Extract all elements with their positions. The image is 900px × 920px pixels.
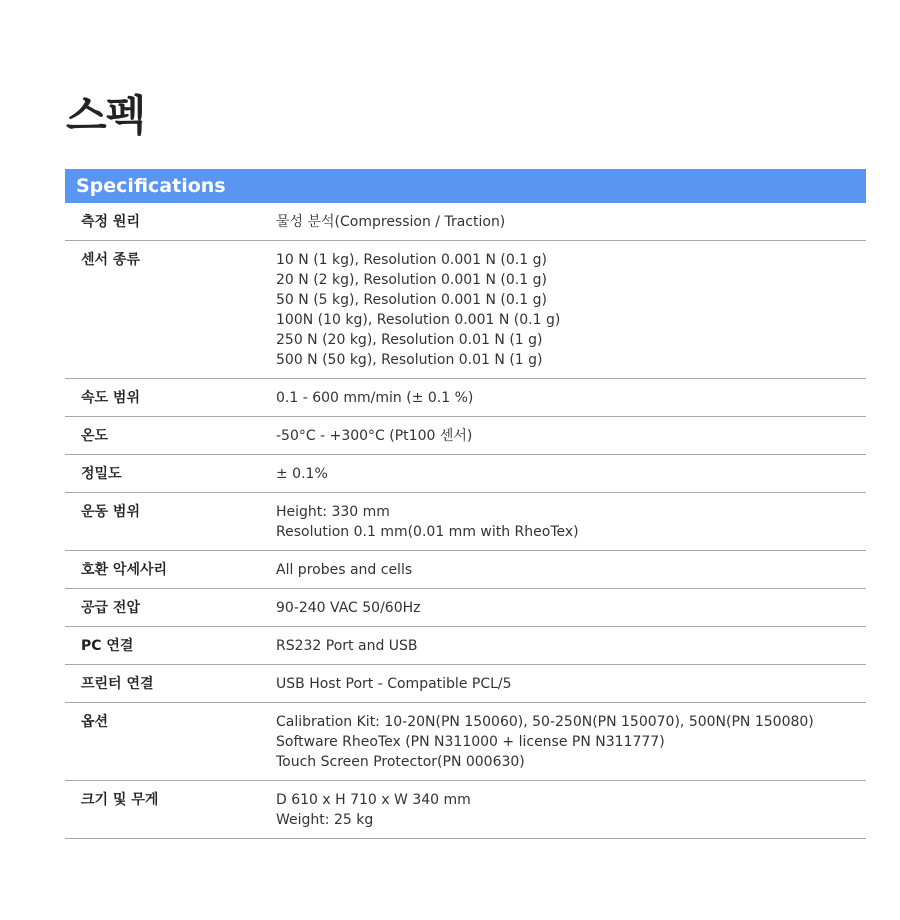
spec-value-line: -50°C - +300°C (Pt100 센서) bbox=[276, 428, 473, 444]
spec-value-line: 50 N (5 kg), Resolution 0.001 N (0.1 g) bbox=[276, 292, 547, 308]
specifications-rows bbox=[65, 203, 866, 839]
spec-value-line: Weight: 25 kg bbox=[276, 812, 374, 828]
spec-row bbox=[65, 665, 866, 703]
spec-row bbox=[65, 551, 866, 589]
spec-label: 측정 원리 bbox=[81, 214, 140, 230]
spec-value bbox=[276, 712, 866, 772]
spec-value-line: Resolution 0.1 mm(0.01 mm with RheoTex) bbox=[276, 524, 579, 540]
spec-row bbox=[65, 241, 866, 379]
page-title: 스펙 bbox=[66, 91, 146, 140]
spec-value-line: 10 N (1 kg), Resolution 0.001 N (0.1 g) bbox=[276, 252, 547, 268]
spec-value bbox=[276, 426, 866, 446]
spec-row bbox=[65, 781, 866, 839]
spec-value-line: Software RheoTex (PN N311000 + license PN N311777) bbox=[276, 734, 665, 750]
spec-value-line: RS232 Port and USB bbox=[276, 638, 418, 654]
specifications-header-label: Specifications bbox=[76, 175, 226, 197]
spec-value bbox=[276, 212, 866, 232]
spec-label: 크기 및 무게 bbox=[81, 792, 159, 808]
spec-value-line: Height: 330 mm bbox=[276, 504, 390, 520]
spec-value bbox=[276, 250, 866, 370]
spec-value bbox=[276, 388, 866, 408]
spec-value bbox=[276, 560, 866, 580]
spec-row bbox=[65, 417, 866, 455]
spec-row bbox=[65, 455, 866, 493]
spec-value bbox=[276, 598, 866, 618]
spec-value bbox=[276, 636, 866, 656]
spec-value-line: 0.1 - 600 mm/min (± 0.1 %) bbox=[276, 390, 474, 406]
spec-row bbox=[65, 627, 866, 665]
spec-value-line: All probes and cells bbox=[276, 562, 413, 578]
spec-label: 속도 범위 bbox=[81, 390, 140, 406]
spec-value-line: Touch Screen Protector(PN 000630) bbox=[276, 754, 525, 770]
spec-label: 운동 범위 bbox=[81, 504, 140, 520]
spec-value-line: 물성 분석(Compression / Traction) bbox=[276, 214, 506, 230]
spec-value-line: D 610 x H 710 x W 340 mm bbox=[276, 792, 471, 808]
spec-row bbox=[65, 203, 866, 241]
spec-row bbox=[65, 379, 866, 417]
spec-label: 옵션 bbox=[81, 714, 109, 730]
spec-row bbox=[65, 703, 866, 781]
spec-value bbox=[276, 464, 866, 484]
specifications-table bbox=[65, 169, 866, 839]
spec-label: 공급 전압 bbox=[81, 600, 140, 616]
spec-label: 정밀도 bbox=[81, 466, 122, 482]
spec-value-line: 90-240 VAC 50/60Hz bbox=[276, 600, 421, 616]
spec-value-line: 100N (10 kg), Resolution 0.001 N (0.1 g) bbox=[276, 312, 561, 328]
spec-value bbox=[276, 674, 866, 694]
spec-label: PC 연결 bbox=[81, 638, 134, 654]
spec-label: 센서 종류 bbox=[81, 252, 140, 268]
spec-value-line: ± 0.1% bbox=[276, 466, 328, 482]
spec-value-line: 250 N (20 kg), Resolution 0.01 N (1 g) bbox=[276, 332, 543, 348]
spec-value-line: USB Host Port - Compatible PCL/5 bbox=[276, 676, 512, 692]
spec-value-line: 500 N (50 kg), Resolution 0.01 N (1 g) bbox=[276, 352, 543, 368]
spec-value-line: 20 N (2 kg), Resolution 0.001 N (0.1 g) bbox=[276, 272, 547, 288]
spec-row bbox=[65, 589, 866, 627]
spec-label: 온도 bbox=[81, 428, 109, 444]
spec-label: 호환 악세사리 bbox=[81, 562, 168, 578]
spec-row bbox=[65, 493, 866, 551]
spec-value bbox=[276, 790, 866, 830]
spec-value-line: Calibration Kit: 10-20N(PN 150060), 50-250N(PN 150070), 500N(PN 150080) bbox=[276, 714, 814, 730]
specifications-table-header bbox=[65, 169, 866, 203]
spec-value bbox=[276, 502, 866, 542]
spec-label: 프린터 연결 bbox=[81, 676, 154, 692]
